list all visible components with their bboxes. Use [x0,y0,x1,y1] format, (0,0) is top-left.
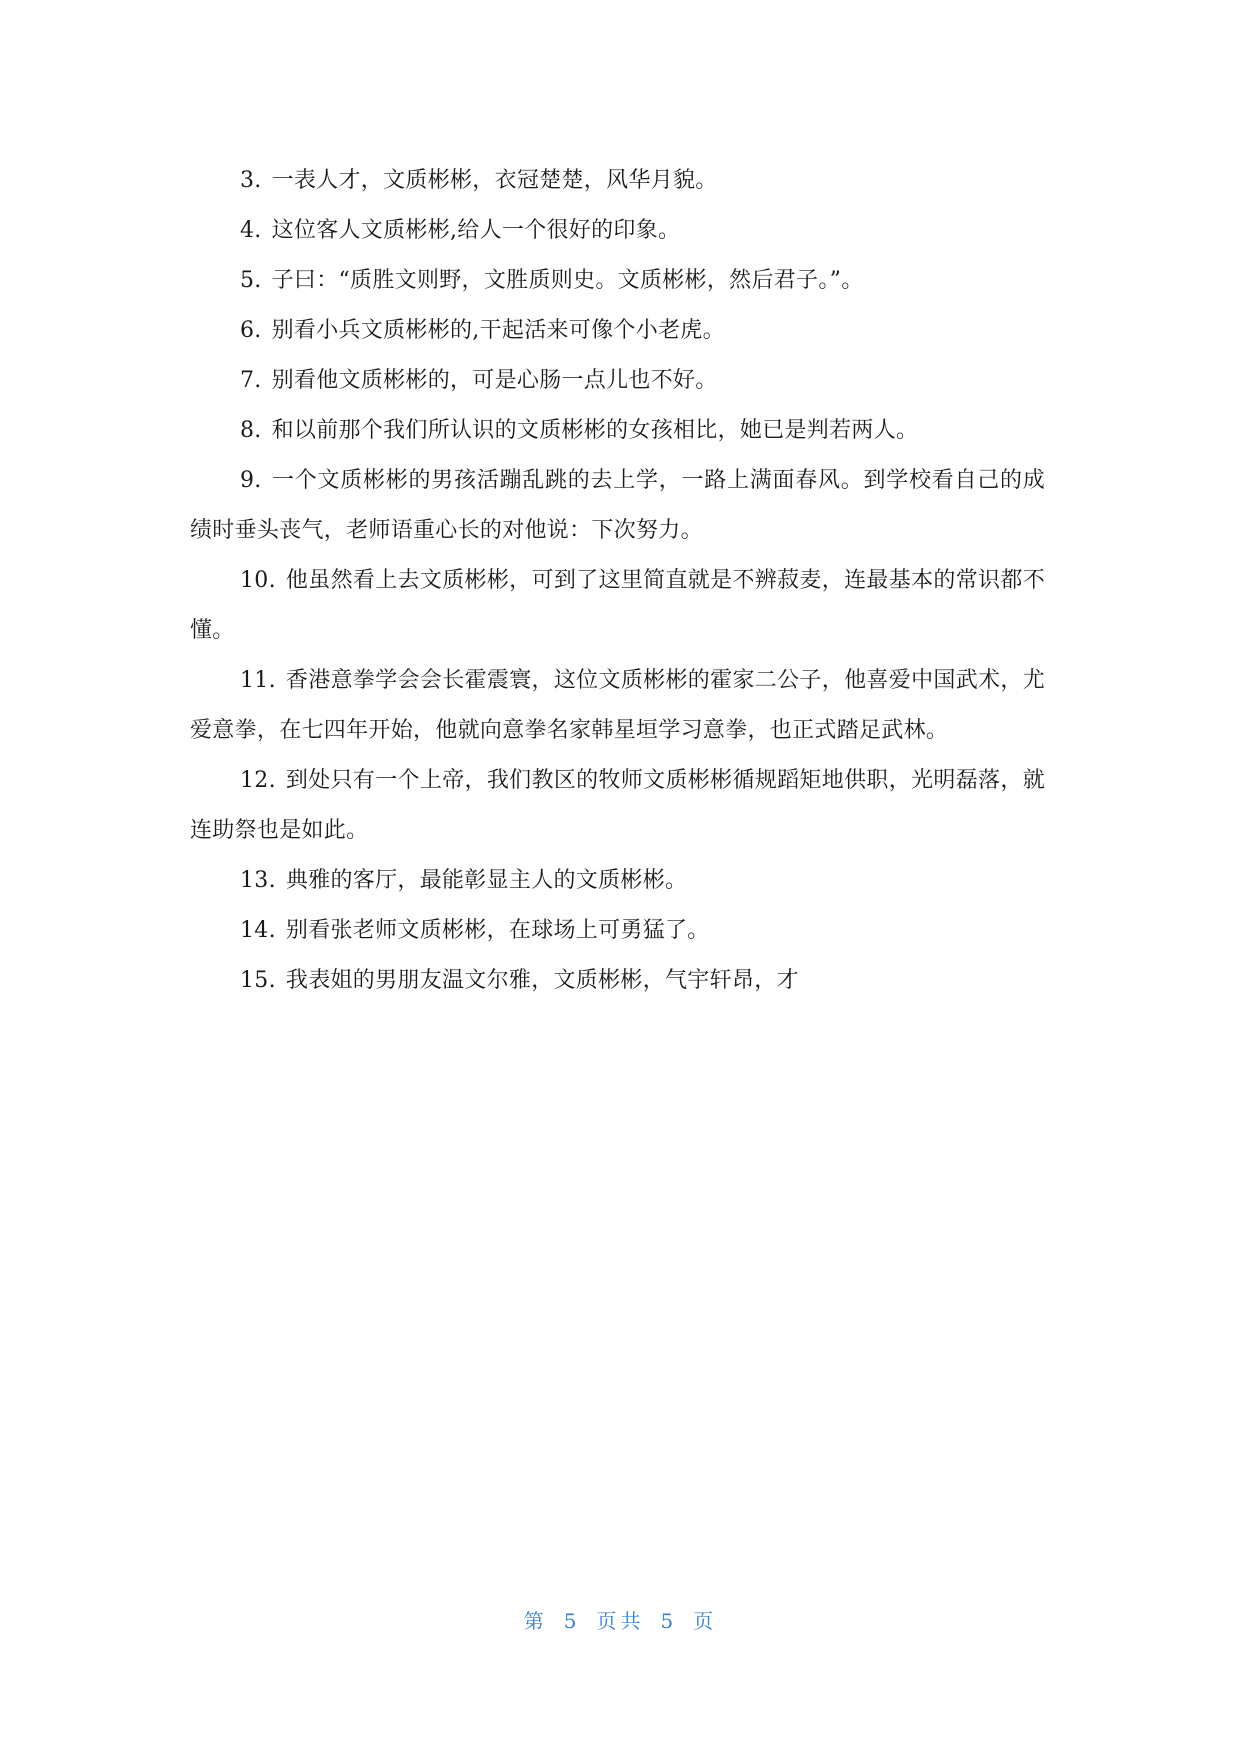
item-text: 他虽然看上去文质彬彬，可到了这里简直就是不辨菽麦，连最基本的常识都不懂。 [190,568,1045,643]
item-number: 6. [240,318,262,343]
item-text: 典雅的客厅，最能彰显主人的文质彬彬。 [285,868,688,893]
item-text: 和以前那个我们所认识的文质彬彬的女孩相比，她已是判若两人。 [271,418,919,443]
list-item [190,206,1045,256]
item-number: 8. [240,418,262,443]
list-item [190,906,1045,956]
item-number: 11. [240,668,276,693]
item-text: 一表人才，文质彬彬，衣冠楚楚，风华月貌。 [271,168,718,193]
item-number: 14. [240,918,276,943]
item-text: 香港意拳学会会长霍震寰，这位文质彬彬的霍家二公子，他喜爱中国武术，尤爱意拳，在七四年开始，他就向意拳名家韩星垣学习意拳，也正式踏足武林。 [190,668,1045,743]
item-text: 别看小兵文质彬彬的,干起活来可像个小老虎。 [271,318,725,343]
item-number: 9. [240,468,262,493]
page-footer [0,1605,1241,1634]
list-item [190,356,1045,406]
item-number: 5. [240,268,262,293]
footer-total-pages: 5 [660,1609,678,1633]
footer-prefix: 第 [523,1609,548,1633]
list-item [190,956,1045,1006]
list-item [190,756,1045,856]
list-item [190,256,1045,306]
item-number: 3. [240,168,262,193]
document-body [190,156,1045,1006]
list-item [190,306,1045,356]
item-text: 别看张老师文质彬彬，在球场上可勇猛了。 [285,918,710,943]
list-item [190,406,1045,456]
item-number: 10. [240,568,276,593]
item-number: 4. [240,218,262,243]
list-item [190,856,1045,906]
item-number: 7. [240,368,262,393]
list-item [190,156,1045,206]
item-text: 到处只有一个上帝，我们教区的牧师文质彬彬循规蹈矩地供职，光明磊落，就连助祭也是如此。 [190,768,1045,843]
list-item [190,456,1045,556]
item-text: 这位客人文质彬彬,给人一个很好的印象。 [271,218,681,243]
item-number: 15. [240,968,276,993]
item-text: 我表姐的男朋友温文尔雅，文质彬彬，气宇轩昂，才 [285,968,799,993]
list-item [190,656,1045,756]
item-number: 12. [240,768,276,793]
footer-suffix: 页 [693,1609,718,1633]
item-text: 子曰：“质胜文则野，文胜质则史。文质彬彬，然后君子。”。 [271,268,864,293]
footer-middle: 页共 [596,1609,645,1633]
item-text: 一个文质彬彬的男孩活蹦乱跳的去上学，一路上满面春风。到学校看自己的成绩时垂头丧气，老师语重心长的对他说：下次努力。 [190,468,1045,543]
list-item [190,556,1045,656]
item-text: 别看他文质彬彬的，可是心肠一点儿也不好。 [271,368,718,393]
footer-current-page: 5 [563,1609,581,1633]
item-number: 13. [240,868,276,893]
